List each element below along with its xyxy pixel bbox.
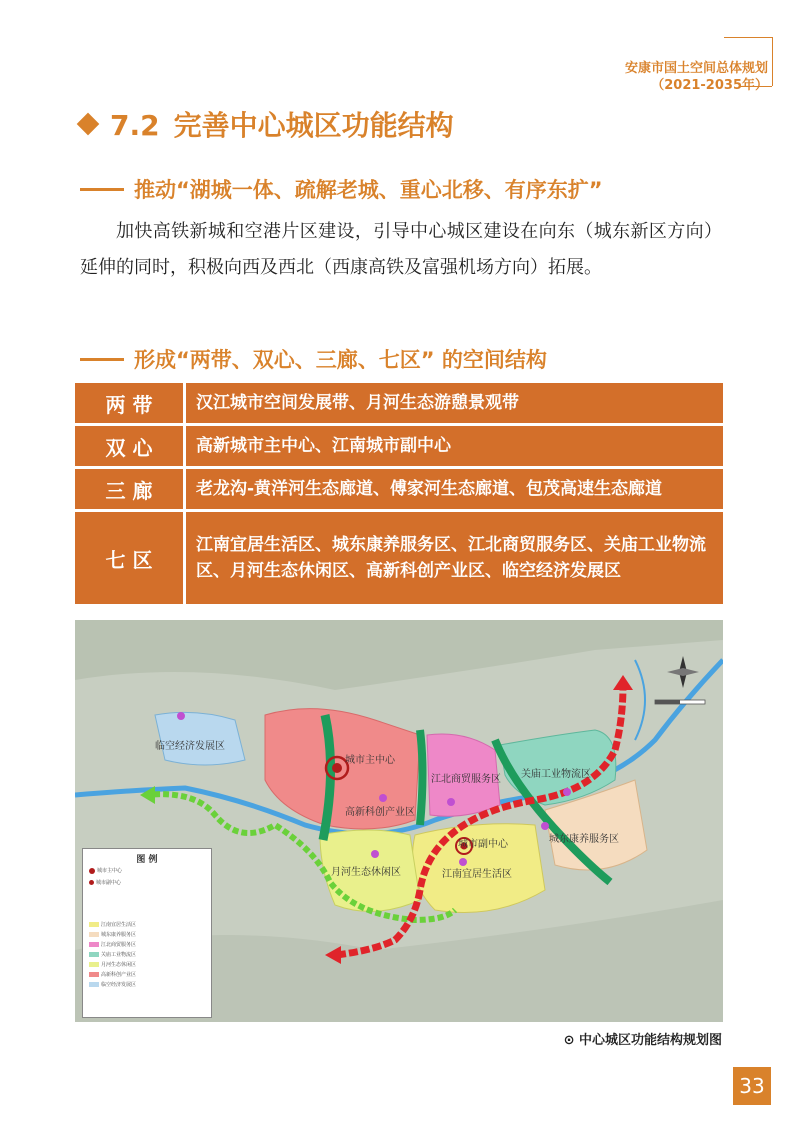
legend-item: 城市副中心 — [89, 879, 121, 886]
table-row — [75, 469, 723, 509]
section-number: 7.2 — [110, 109, 160, 142]
dash-line-icon — [80, 188, 124, 191]
subheading-structure-text: 形成“两带、双心、三廊、七区” 的空间结构 — [134, 348, 547, 372]
legend-item: 江南宜居生活区 — [89, 921, 136, 928]
map-label-chengdong: 城东康养服务区 — [549, 834, 619, 845]
map-caption: ⊙ 中心城区功能结构规划图 — [563, 1033, 722, 1048]
table-row — [75, 426, 723, 466]
map-label-yuehe: 月河生态休闲区 — [331, 867, 401, 878]
legend-item: 高新科创产业区 — [89, 971, 136, 978]
section-title: 完善中心城区功能结构 — [173, 109, 454, 142]
document-title — [625, 60, 768, 94]
body-paragraph: 加快高铁新城和空港片区建设，引导中心城区建设在向东（城东新区方向）延伸的同时，积极向西及西北（西康高铁及富强机场方向）拓展。 — [80, 221, 722, 278]
subheading-strategy — [80, 174, 603, 204]
dash-line-icon — [80, 358, 124, 361]
structure-table — [75, 383, 723, 607]
diamond-bullet-icon — [77, 113, 100, 136]
legend-item: 临空经济发展区 — [89, 981, 136, 988]
legend-item: 关庙工业物流区 — [89, 951, 136, 958]
row-value: 老龙沟-黄洋河生态廊道、傅家河生态廊道、包茂高速生态廊道 — [186, 469, 723, 509]
row-key: 七 区 — [75, 512, 183, 604]
map-label-sub-center: 城市副中心 — [458, 839, 508, 850]
legend-item: 城市主中心 — [89, 867, 122, 874]
subheading-strategy-text: 推动“湖城一体、疏解老城、重心北移、有序东扩” — [134, 178, 603, 202]
document-title-line2: （2021-2035年） — [651, 78, 768, 93]
map-label-jiangnan: 江南宜居生活区 — [442, 869, 512, 880]
document-title-line1: 安康市国土空间总体规划 — [624, 61, 768, 76]
page-number: 33 — [733, 1067, 771, 1105]
structure-plan-map — [75, 620, 723, 1022]
map-legend — [82, 848, 212, 1018]
row-key: 两 带 — [75, 383, 183, 423]
subheading-structure — [80, 344, 547, 374]
legend-item: 月河生态休闲区 — [89, 961, 136, 968]
map-label-jiangbei: 江北商贸服务区 — [431, 774, 501, 785]
legend-title: 图 例 — [136, 855, 158, 865]
row-value: 汉江城市空间发展带、月河生态游憩景观带 — [186, 383, 723, 423]
map-label-main-center: 城市主中心 — [345, 755, 395, 766]
map-label-linkong: 临空经济发展区 — [155, 741, 225, 752]
row-key: 三 廊 — [75, 469, 183, 509]
row-key: 双 心 — [75, 426, 183, 466]
map-label-guanmiao: 关庙工业物流区 — [521, 769, 591, 780]
map-label-gaoxin: 高新科创产业区 — [345, 807, 415, 818]
section-heading — [80, 104, 454, 144]
row-value: 江南宜居生活区、城东康养服务区、江北商贸服务区、关庙工业物流区、月河生态休闲区、高新科创产业区、临空经济发展区 — [186, 512, 723, 604]
table-row — [75, 512, 723, 604]
table-row — [75, 383, 723, 423]
legend-item: 城东康养服务区 — [89, 931, 136, 938]
row-value: 高新城市主中心、江南城市副中心 — [186, 426, 723, 466]
legend-item: 江北商贸服务区 — [89, 941, 136, 948]
